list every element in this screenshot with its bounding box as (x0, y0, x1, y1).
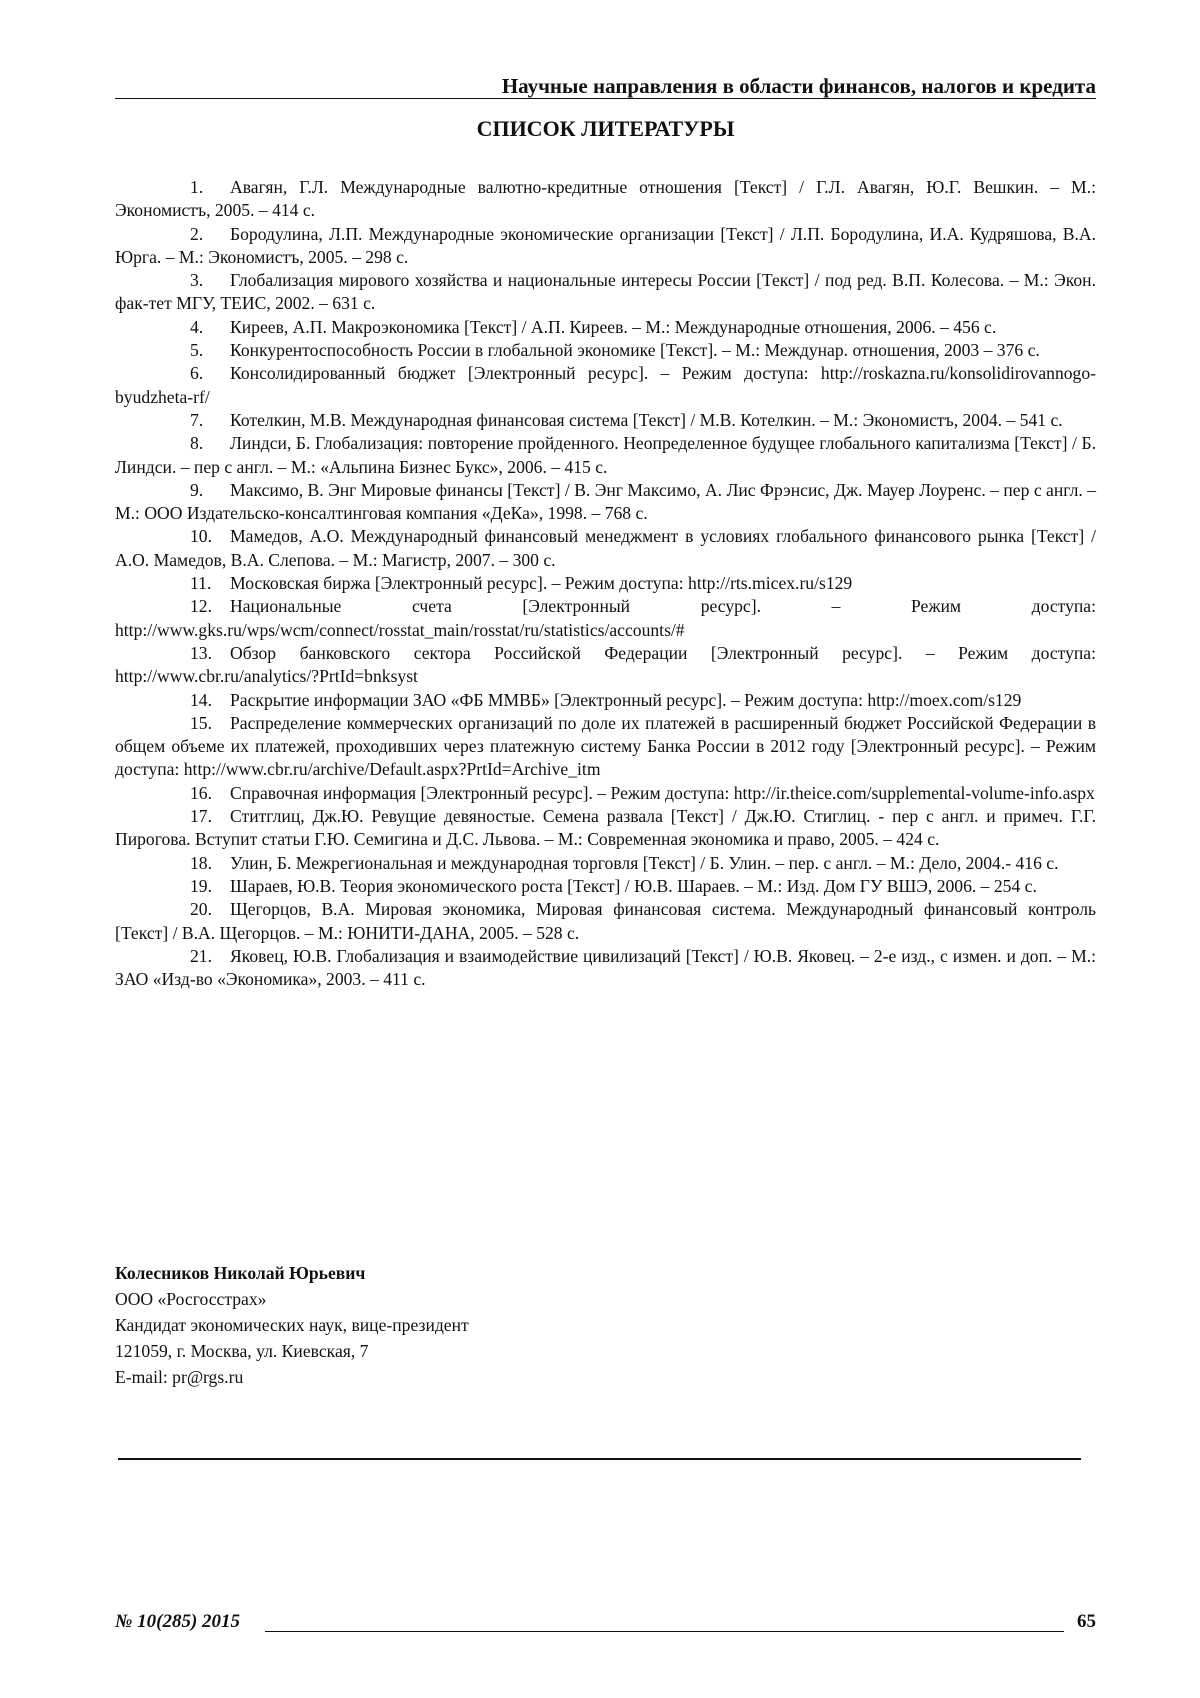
reference-text: Линдси, Б. Глобализация: повторение пройденного. Неопределенное будущее глобального капитализма [Текст] / Б. Линдси. – пер с англ. – М.: «Альпина Бизнес Букс», 2006. – 415 с. (115, 433, 1096, 476)
reference-item (115, 409, 1096, 432)
reference-item (115, 432, 1096, 479)
reference-text: Распределение коммерческих организаций по доле их платежей в расширенный бюджет Российской Федерации в общем объеме их платежей, проходивших через платежную систему Банка России в 2012 году [Электронный ресурс]. – Режим доступа: http://www.cbr.ru/archive/Default.aspx?PrtId=Archive_itm (115, 713, 1096, 780)
reference-text: Котелкин, М.В. Международная финансовая система [Текст] / М.В. Котелкин. – М.: Экономистъ, 2004. – 541 с. (230, 410, 1063, 430)
reference-item (115, 479, 1096, 526)
reference-text: Справочная информация [Электронный ресурс]. – Режим доступа: http://ir.theice.com/supplemental-volume-info.aspx (230, 783, 1095, 803)
author-block (115, 1260, 469, 1390)
reference-text: Ститглиц, Дж.Ю. Ревущие девяностые. Семена развала [Текст] / Дж.Ю. Стиглиц. - пер с англ. и примеч. Г.Г. Пирогова. Вступит статьи Г.Ю. Семигина и Д.С. Львова. – М.: Современная экономика и право, 2005. – 424 с. (115, 806, 1096, 849)
reference-number: 11. (190, 572, 230, 595)
reference-number: 3. (190, 269, 230, 292)
author-email: E-mail: pr@rgs.ru (115, 1364, 469, 1390)
header-rule (115, 98, 1096, 99)
author-address: 121059, г. Москва, ул. Киевская, 7 (115, 1338, 469, 1364)
reference-number: 2. (190, 223, 230, 246)
reference-number: 4. (190, 316, 230, 339)
reference-text: Улин, Б. Межрегиональная и международная торговля [Текст] / Б. Улин. – пер. с англ. – М.: Дело, 2004.- 416 с. (230, 853, 1058, 873)
reference-number: 6. (190, 362, 230, 385)
section-title: СПИСОК ЛИТЕРАТУРЫ (115, 116, 1096, 142)
reference-item (115, 269, 1096, 316)
reference-number: 21. (190, 945, 230, 968)
reference-number: 17. (190, 805, 230, 828)
author-name: Колесников Николай Юрьевич (115, 1260, 469, 1286)
reference-item (115, 852, 1096, 875)
reference-text: Бородулина, Л.П. Международные экономические организации [Текст] / Л.П. Бородулина, И.А. Кудряшова, В.А. Юрга. – М.: Экономистъ, 2005. – 298 с. (115, 224, 1096, 267)
reference-number: 18. (190, 852, 230, 875)
reference-item (115, 176, 1096, 223)
reference-number: 14. (190, 689, 230, 712)
reference-text: Мамедов, А.О. Международный финансовый менеджмент в условиях глобального финансового рынка [Текст] / А.О. Мамедов, В.А. Слепова. – М.: Магистр, 2007. – 300 с. (115, 526, 1096, 569)
reference-item (115, 362, 1096, 409)
reference-item (115, 689, 1096, 712)
reference-number: 10. (190, 525, 230, 548)
issue-number: № 10(285) 2015 (115, 1611, 240, 1633)
reference-list (115, 176, 1096, 991)
footer-rule (265, 1631, 1064, 1632)
reference-number: 8. (190, 432, 230, 455)
reference-item (115, 945, 1096, 992)
reference-text: Раскрытие информации ЗАО «ФБ ММВБ» [Электронный ресурс]. – Режим доступа: http://moex.com/s129 (230, 690, 1021, 710)
reference-number: 20. (190, 898, 230, 921)
reference-number: 12. (190, 595, 230, 618)
page-number: 65 (1077, 1611, 1096, 1633)
reference-text: Глобализация мирового хозяйства и национальные интересы России [Текст] / под ред. В.П. Колесова. – М.: Экон. фак-тет МГУ, ТЕИС, 2002. – 631 с. (115, 270, 1096, 313)
author-separator-rule (118, 1458, 1081, 1460)
reference-item (115, 712, 1096, 782)
reference-text: Максимо, В. Энг Мировые финансы [Текст] / В. Энг Максимо, А. Лис Фрэнсис, Дж. Мауер Лоуренс. – пер с англ. – М.: ООО Издательско-консалтинговая компания «ДеКа», 1998. – 768 с. (115, 480, 1096, 523)
reference-item (115, 595, 1096, 642)
reference-text: Московская биржа [Электронный ресурс]. – Режим доступа: http://rts.micex.ru/s129 (230, 573, 852, 593)
reference-number: 9. (190, 479, 230, 502)
reference-number: 13. (190, 642, 230, 665)
page-footer (115, 1611, 1096, 1639)
author-organization: ООО «Росгосстрах» (115, 1286, 469, 1312)
reference-item (115, 782, 1096, 805)
reference-item (115, 525, 1096, 572)
reference-item (115, 316, 1096, 339)
reference-number: 5. (190, 339, 230, 362)
reference-text: Национальные счета [Электронный ресурс]. – Режим доступа: http://www.gks.ru/wps/wcm/connect/rosstat_main/rosstat/ru/statistics/accounts/# (115, 596, 1096, 639)
reference-item (115, 898, 1096, 945)
reference-item (115, 339, 1096, 362)
reference-text: Киреев, А.П. Макроэкономика [Текст] / А.П. Киреев. – М.: Международные отношения, 2006. – 456 с. (230, 317, 996, 337)
reference-item (115, 642, 1096, 689)
reference-number: 7. (190, 409, 230, 432)
reference-item (115, 223, 1096, 270)
reference-number: 1. (190, 176, 230, 199)
author-position: Кандидат экономических наук, вице-президент (115, 1312, 469, 1338)
reference-number: 16. (190, 782, 230, 805)
reference-text: Конкурентоспособность России в глобальной экономике [Текст]. – М.: Междунар. отношения, 2003 – 376 с. (230, 340, 1040, 360)
reference-text: Шараев, Ю.В. Теория экономического роста [Текст] / Ю.В. Шараев. – М.: Изд. Дом ГУ ВШЭ, 2006. – 254 с. (230, 876, 1037, 896)
running-header: Научные направления в области финансов, налогов и кредита (502, 74, 1096, 99)
reference-text: Авагян, Г.Л. Международные валютно-кредитные отношения [Текст] / Г.Л. Авагян, Ю.Г. Вешкин. – М.: Экономистъ, 2005. – 414 с. (115, 177, 1096, 220)
reference-text: Обзор банковского сектора Российской Федерации [Электронный ресурс]. – Режим доступа: http://www.cbr.ru/analytics/?PrtId=bnksyst (115, 643, 1096, 686)
reference-text: Консолидированный бюджет [Электронный ресурс]. – Режим доступа: http://roskazna.ru/konsolidirovannogo-byudzheta-rf/ (115, 363, 1096, 406)
reference-text: Яковец, Ю.В. Глобализация и взаимодействие цивилизаций [Текст] / Ю.В. Яковец. – 2-е изд., с измен. и доп. – М.: ЗАО «Изд-во «Экономика», 2003. – 411 с. (115, 946, 1096, 989)
reference-number: 15. (190, 712, 230, 735)
reference-item (115, 875, 1096, 898)
reference-text: Щегорцов, В.А. Мировая экономика, Мировая финансовая система. Международный финансовый контроль [Текст] / В.А. Щегорцов. – М.: ЮНИТИ-ДАНА, 2005. – 528 с. (115, 899, 1096, 942)
reference-item (115, 805, 1096, 852)
reference-item (115, 572, 1096, 595)
reference-number: 19. (190, 875, 230, 898)
